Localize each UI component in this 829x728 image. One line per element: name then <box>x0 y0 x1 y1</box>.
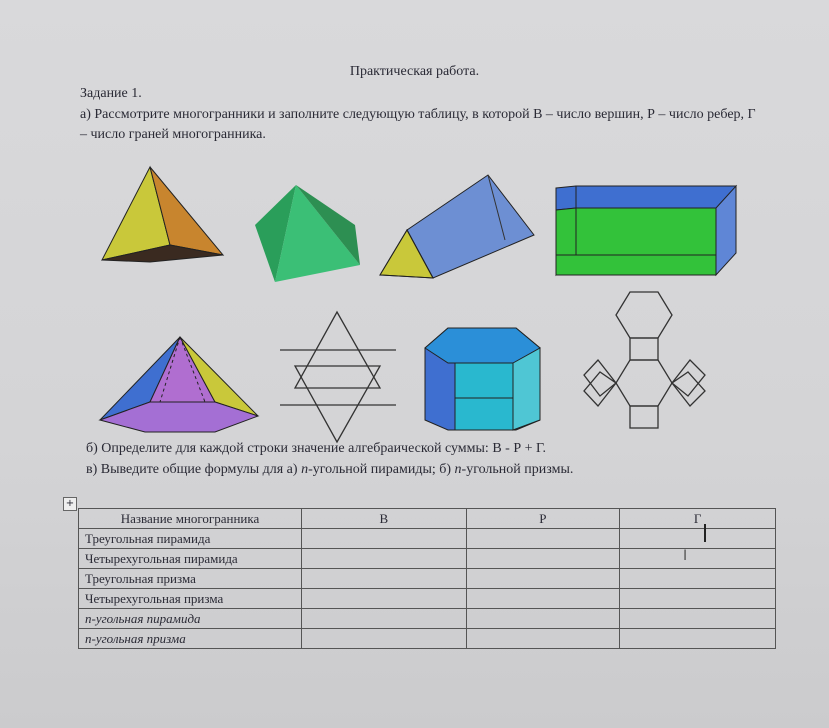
task-b-text: б) Определите для каждой строки значение алгебраической суммы: В - Р + Г. <box>86 441 547 456</box>
header-name[interactable]: Название многогранника <box>79 509 302 529</box>
faces-cell[interactable] <box>620 629 776 649</box>
vertices-cell[interactable] <box>302 589 467 609</box>
table-row <box>79 529 776 549</box>
table-row <box>79 549 776 569</box>
table-row <box>79 569 776 589</box>
faces-cell[interactable] <box>620 529 776 549</box>
faces-cell[interactable] <box>620 609 776 629</box>
vertices-cell[interactable] <box>302 529 467 549</box>
vertices-cell[interactable] <box>302 569 467 589</box>
vertices-cell[interactable] <box>302 549 467 569</box>
edges-cell[interactable] <box>466 569 620 589</box>
row-name[interactable]: Треугольная пирамида <box>79 529 302 549</box>
row-name[interactable]: Четырехугольная призма <box>79 589 302 609</box>
edges-cell[interactable] <box>466 629 620 649</box>
task-c-text <box>86 462 573 478</box>
row-name[interactable]: Треугольная призма <box>79 569 302 589</box>
faces-cell[interactable] <box>620 569 776 589</box>
quadrilateral-pyramid-figure <box>255 185 360 282</box>
edges-cell[interactable] <box>466 609 620 629</box>
table-header-row <box>79 509 776 529</box>
table-row <box>79 609 776 629</box>
mouse-ibeam-cursor: I <box>683 548 688 564</box>
hexagonal-pyramid-figure <box>100 337 258 432</box>
row-name[interactable]: n-угольная пирамида <box>79 609 302 629</box>
vertices-cell[interactable] <box>302 609 467 629</box>
rectangular-prism-figure <box>556 186 736 275</box>
task-c-mid: -угольной пирамиды; б) <box>308 462 455 477</box>
row-name[interactable]: Четырехугольная пирамида <box>79 549 302 569</box>
edges-cell[interactable] <box>466 529 620 549</box>
task-c-n2: n <box>454 462 462 477</box>
hexagonal-prism-net-figure <box>584 292 705 428</box>
header-edges[interactable]: Р <box>466 509 620 529</box>
row-name[interactable]: n-угольная призма <box>79 629 302 649</box>
edges-cell[interactable] <box>466 589 620 609</box>
table-row <box>79 629 776 649</box>
faces-cell[interactable] <box>620 549 776 569</box>
task-label: Задание 1. <box>80 86 142 101</box>
task-c-n1: n <box>301 462 309 477</box>
triangular-prism-figure <box>380 175 534 278</box>
edges-cell[interactable] <box>466 549 620 569</box>
task-c-prefix: в) Выведите общие формулы для а) <box>86 462 302 477</box>
hexagonal-prism-figure <box>425 328 540 430</box>
results-table <box>78 508 776 649</box>
results-table-wrapper <box>78 508 776 649</box>
triangular-pyramid-figure <box>102 167 223 262</box>
task-c-suffix: -угольной призмы. <box>461 462 574 477</box>
header-faces[interactable]: Г <box>620 509 776 529</box>
vertices-cell[interactable] <box>302 629 467 649</box>
table-row <box>79 589 776 609</box>
header-vertices[interactable]: В <box>302 509 467 529</box>
page-title: Практическая работа. <box>349 64 480 79</box>
task-a-text: а) Рассмотрите многогранники и заполните следующую таблицу, в которой В – число вершин, Р – число ребер, Г – число граней многогранника. <box>80 107 756 142</box>
table-move-handle[interactable]: + <box>63 497 77 511</box>
star-net-figure <box>280 312 396 442</box>
faces-cell[interactable] <box>620 589 776 609</box>
text-caret <box>704 524 706 542</box>
